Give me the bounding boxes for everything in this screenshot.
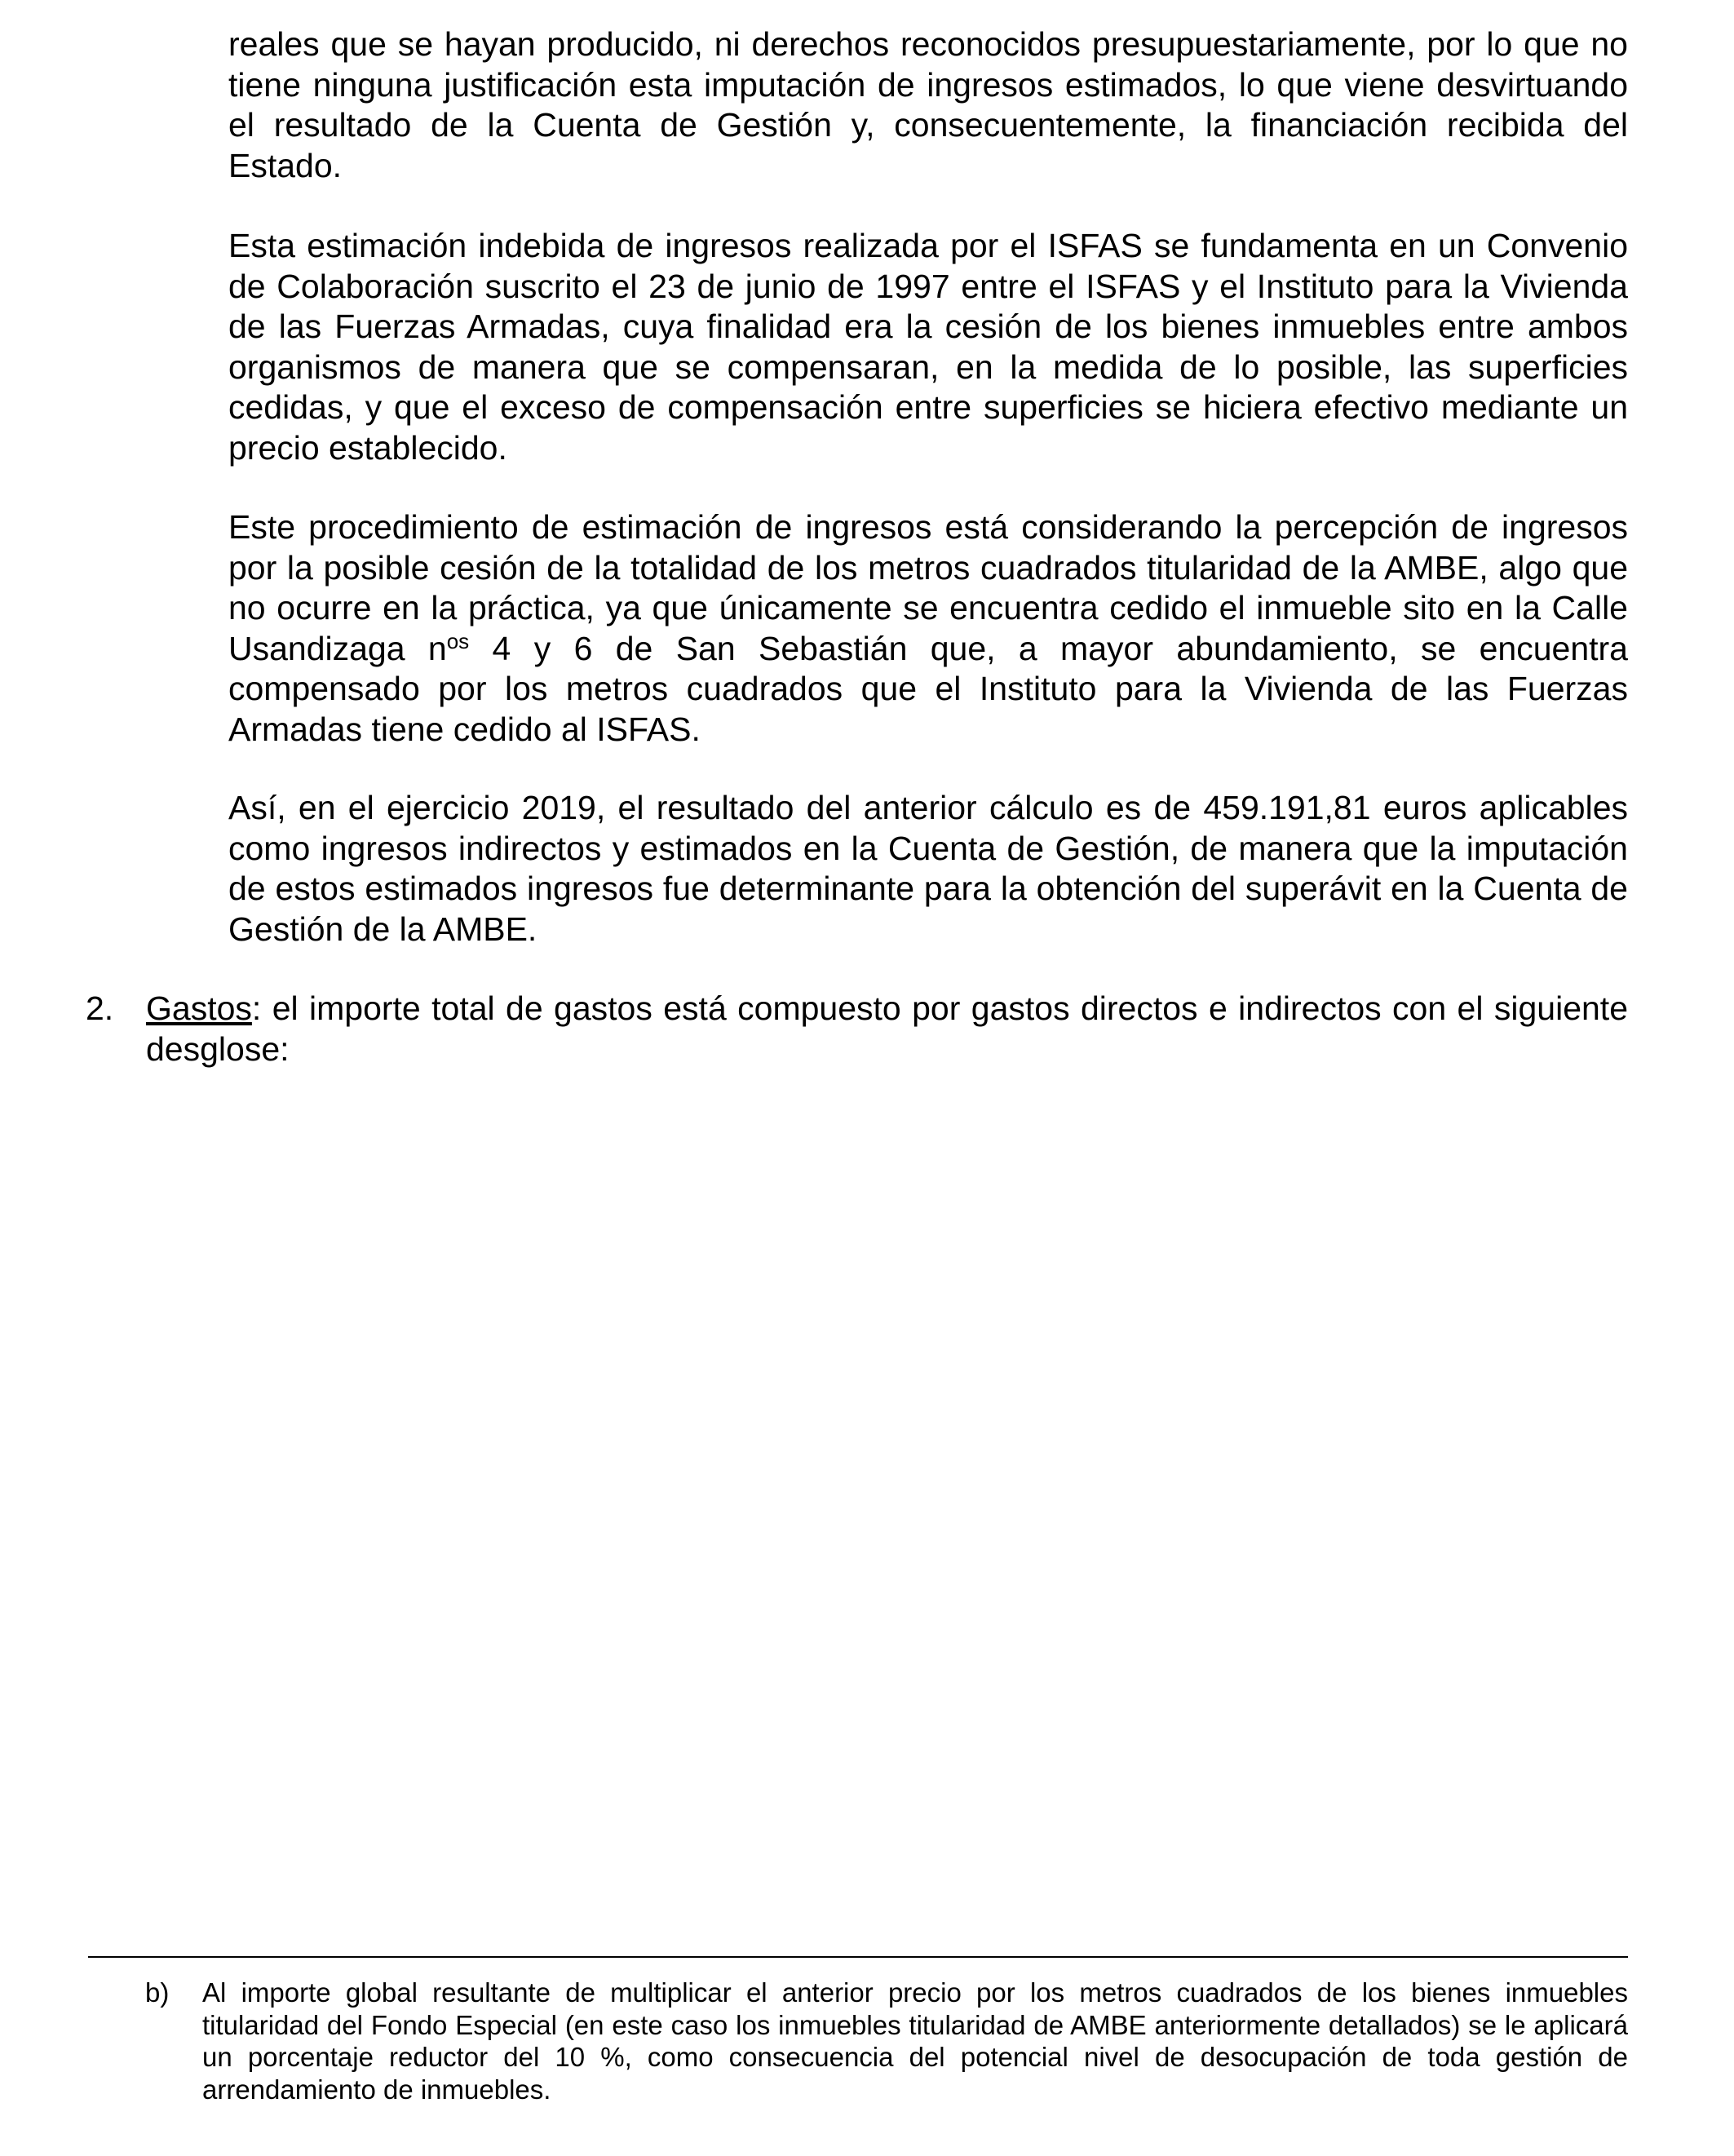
footnote-text: Al importe global resultante de multiplicar el anterior precio por los metros cuadrados de los bienes inmuebles titularidad del Fondo Especial (en este caso los inmuebles titularidad de AMBE anteriormente detallados) se le aplicará un porcentaje reductor del 10 %, como consecuencia del potencial nivel de desocupación de toda gestión de arrendamiento de inmuebles.	[202, 1977, 1628, 2105]
footnote-marker: b)	[145, 1977, 170, 2008]
paragraph-ingresos-justificacion: reales que se hayan producido, ni derechos reconocidos presupuestariamente, por lo que no tiene ninguna justificación esta imputación de ingresos estimados, lo que viene desvirtuando el resultado de la Cuenta de Gestión y, consecuentemente, la financiación recibida del Estado.	[228, 25, 1628, 184]
paragraph-ejercicio-2019: Así, en el ejercicio 2019, el resultado del anterior cálculo es de 459.191,81 euros aplicables como ingresos indirectos y estimados en la Cuenta de Gestión, de manera que la imputación de estos estimados ingresos fue determinante para la obtención del superávit en la Cuenta de Gestión de la AMBE.	[228, 789, 1628, 948]
paragraph-procedimiento-estimacion	[228, 507, 1628, 750]
paragraph-text-part: 4 y 6 de San Sebastián que, a mayor abundamiento, se encuentra compensado por los metros cuadrados que el Instituto para la Vivienda de las Fuerzas Armadas tiene cedido al ISFAS.	[228, 629, 1628, 748]
list-item-term: Gastos	[146, 989, 252, 1027]
paragraph-convenio-colaboracion: Esta estimación indebida de ingresos realizada por el ISFAS se fundamenta en un Convenio de Colaboración suscrito el 23 de junio de 1997 entre el ISFAS y el Instituto para la Vivienda de las Fuerzas Armadas, cuya finalidad era la cesión de los bienes inmuebles entre ambos organismos de manera que se compensaran, en la medida de lo posible, las superficies cedidas, y que el exceso de compensación entre superficies se hiciera efectivo mediante un precio establecido.	[228, 227, 1628, 467]
superscript-os: os	[446, 628, 470, 653]
list-item-text: : el importe total de gastos está compuesto por gastos directos e indirectos con el siguiente desglose:	[146, 989, 1628, 1068]
footnote-separator	[88, 1956, 1628, 1958]
paragraph-text-part: Este procedimiento de estimación de ingresos está considerando la percepción de ingresos por la posible cesión de la totalidad de los metros cuadrados titularidad de la AMBE, algo que no ocurre en la práctica, ya que únicamente se encuentra cedido el inmueble sito en la Calle Usandizaga n	[228, 508, 1628, 667]
list-item-body	[146, 989, 1628, 1069]
list-item-number: 2.	[86, 989, 114, 1027]
